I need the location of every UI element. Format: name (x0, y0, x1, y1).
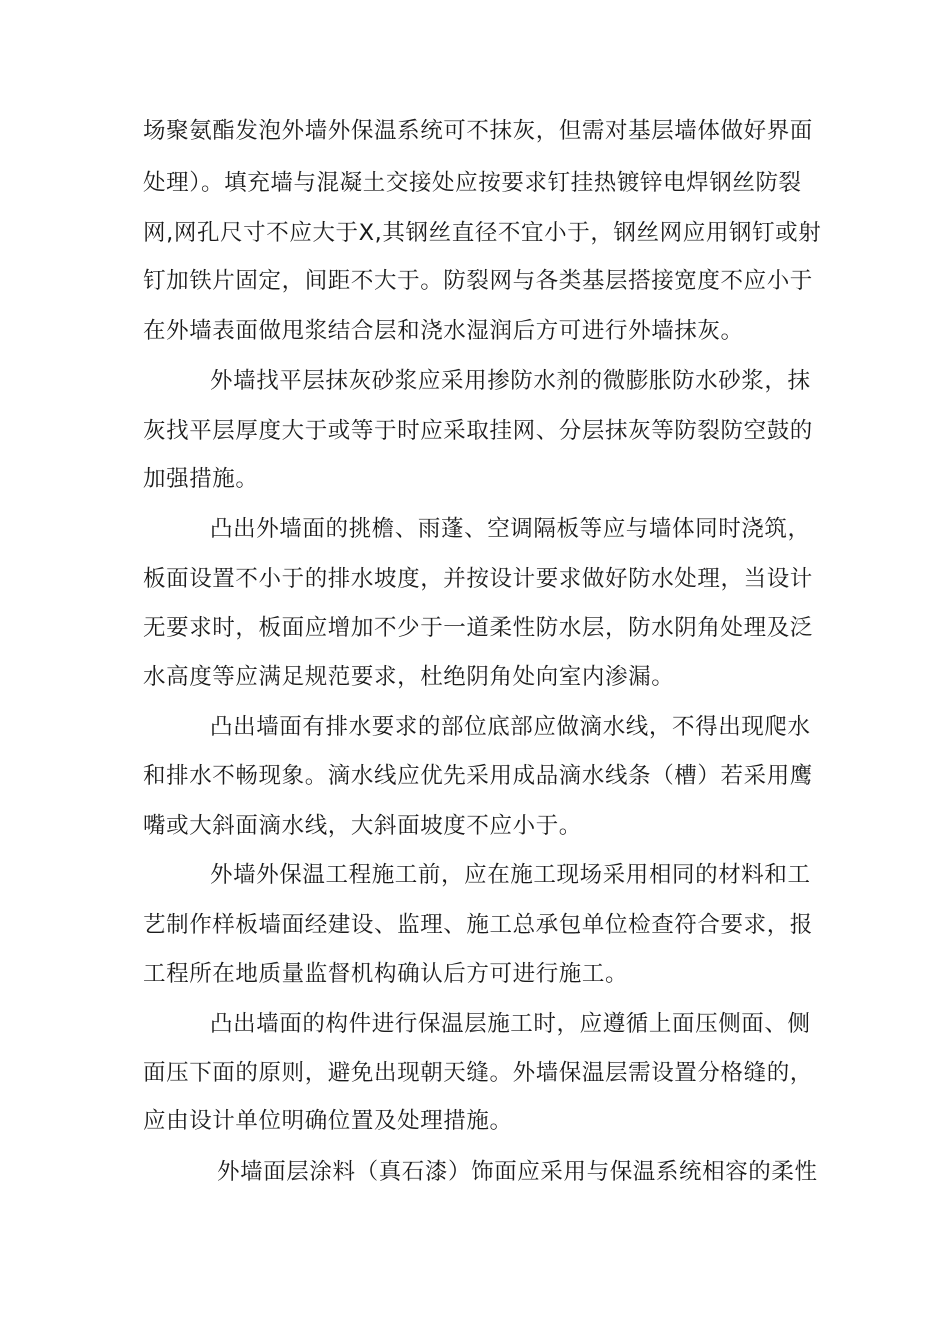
text-line: 灰找平层厚度大于或等于时应采取挂网、分层抹灰等防裂防空鼓的 (143, 418, 813, 444)
text-line: 无要求时，板面应增加不少于一道柔性防水层，防水阴角处理及泛 (143, 615, 813, 641)
text-line: 面压下面的原则，避免出现朝天缝。外墙保温层需设置分格缝的， (143, 1060, 813, 1086)
text-line: 钉加铁片固定，间距不大于。防裂网与各类基层搭接宽度不应小于 (143, 268, 813, 294)
paragraph-first-line: 凸出墙面的构件进行保温层施工时，应遵循上面压侧面、侧 (210, 1011, 811, 1037)
text-line: 水高度等应满足规范要求，杜绝阴角处向室内渗漏。 (143, 664, 675, 690)
text-line: 嘴或大斜面滴水线，大斜面坡度不应小于。 (143, 813, 582, 839)
text-line: 艺制作样板墙面经建设、监理、施工总承包单位检查符合要求，报 (143, 912, 813, 938)
text-line: 网,网孔尺寸不应大于X,其钢丝直径不宜小于，钢丝网应用钢钉或射 (143, 220, 822, 246)
text-line: 在外墙表面做甩浆结合层和浇水湿润后方可进行外墙抹灰。 (143, 318, 744, 344)
text-line: 板面设置不小于的排水坡度，并按设计要求做好防水处理，当设计 (143, 566, 813, 592)
text-line: 场聚氨酯发泡外墙外保温系统可不抹灰，但需对基层墙体做好界面 (143, 118, 813, 144)
text-line: 处理）。填充墙与混凝土交接处应按要求钉挂热镀锌电焊钢丝防裂 (143, 170, 802, 196)
paragraph-first-line: 外墙找平层抹灰砂浆应采用掺防水剂的微膨胀防水砂浆，抹 (210, 368, 811, 394)
paragraph-first-line: 凸出外墙面的挑檐、雨蓬、空调隔板等应与墙体同时浇筑， (210, 516, 811, 542)
paragraph-first-line: 凸出墙面有排水要求的部位底部应做滴水线，不得出现爬水 (210, 714, 811, 740)
text-line: 加强措施。 (143, 466, 259, 492)
text-line: 工程所在地质量监督机构确认后方可进行施工。 (143, 961, 629, 987)
text-line: 应由设计单位明确位置及处理措施。 (143, 1108, 513, 1134)
paragraph-first-line: 外墙面层涂料（真石漆）饰面应采用与保温系统相容的柔性 (217, 1159, 818, 1185)
text-line: 和排水不畅现象。滴水线应优先采用成品滴水线条（槽）若采用鹰 (143, 763, 813, 789)
paragraph-first-line: 外墙外保温工程施工前，应在施工现场采用相同的材料和工 (210, 862, 811, 888)
